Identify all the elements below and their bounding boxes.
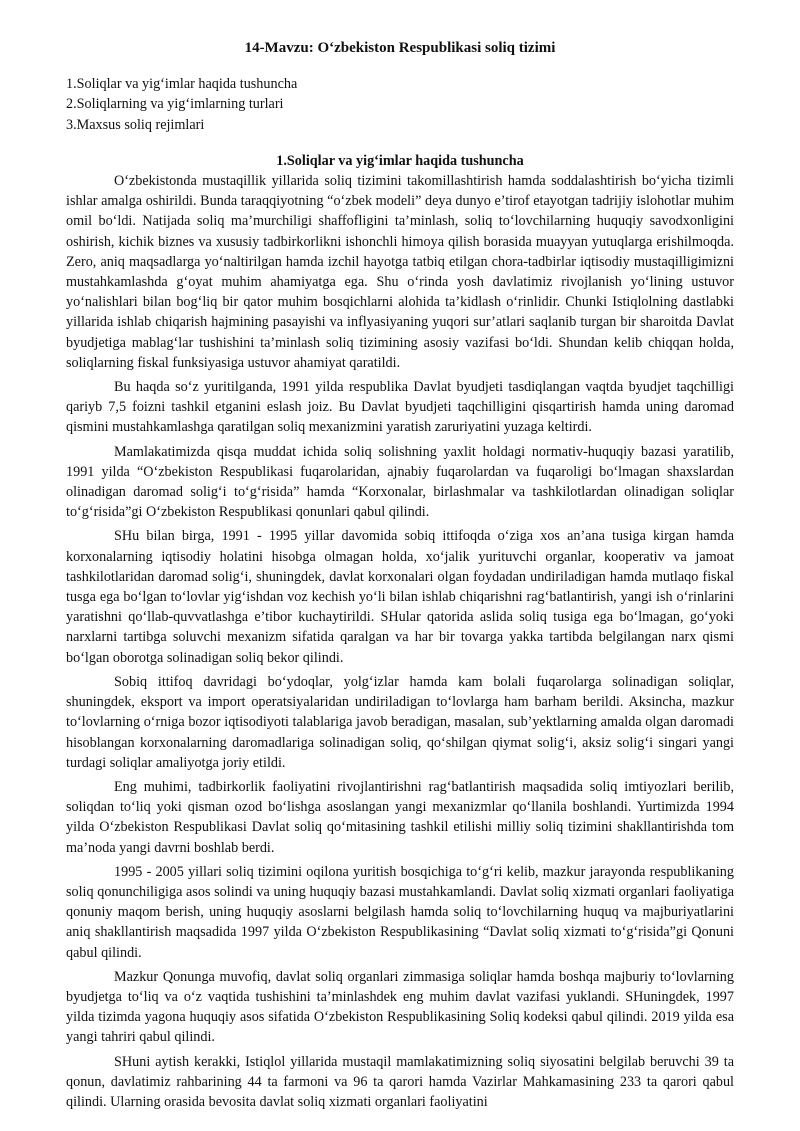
paragraph-3: Mamlakatimizda qisqa muddat ichida soliq solishning yaxlit holdagi normativ-huquqiy bazasi yaratilib, 1991 yilda “O‘zbekiston Respublikasi fuqarolaridan, ajnabiy fuqarolardan va fuqaroligi bo‘lmagan shaxslardan olinadigan daromad solig‘i to‘g‘risida” hamda “Korxonalar, birlashmalar va tashkilotlardan olinadigan soliqlar to‘g‘risida”gi O‘zbekiston Respublikasi qonunlari qabul qilindi. xyxy=(66,443,734,521)
paragraph-6: Eng muhimi, tadbirkorlik faoliyatini rivojlantirishni rag‘batlantirish maqsadida soliq imtiyozlari berilib, soliqdan to‘liq yoki qisman ozod bo‘lishga asoslangan yangi mexanizmlar qo‘llanila boshlandi. Yurtimizda 1994 yilda O‘zbekiston Respublikasi Davlat soliq qo‘mitasining tashkil etilishi milliy soliq tizimini shakllantirishda tom ma’noda yangi davrni boshlab berdi. xyxy=(66,778,734,856)
paragraph-4: SHu bilan birga, 1991 - 1995 yillar davomida sobiq ittifoqda o‘ziga xos an’ana tusiga kirgan hamda korxonalarning iqtisodiy holatini hisobga olmagan holda, xo‘jalik yurituvchi organlar, kooperativ va jamoat tashkilotlaridan daromad solig‘i, shuningdek, davlat korxonalari olgan foydadan undiriladigan hamda mutlaqo fiskal tusga ega bo‘lgan to‘lovlar yig‘ishdan voz kechish yo‘li bilan ishlab chiqarishni rag‘batlantirish, yangi ish o‘rinlarini yaratishni qo‘llab-quvvatlashga e’tibor kuchaytirildi. SHular qatorida aslida soliq tusiga ega bo‘lmagan, go‘yoki narxlarni tartibga soluvchi mexanizm sifatida qaralgan va har bir tovarga yakka tartibda belgilangan narx qismi bo‘lgan oborotga solinadigan soliq bekor qilindi. xyxy=(66,528,734,666)
paragraph-2: Bu haqda so‘z yuritilganda, 1991 yilda respublika Davlat byudjeti tasdiqlangan vaqtda byudjet taqchilligi qariyb 7,5 foizni tashkil etganini eslash joiz. Bu Davlat byudjeti taqchilligini qisqartirish hamda uning daromad qismini mustahkamlashga qaratilgan soliq mexanizmini yaratish zaruriyatini yuzaga keltirdi. xyxy=(66,379,734,436)
paragraph-1: O‘zbekistonda mustaqillik yillarida soliq tizimini takomillashtirish hamda soddalashtirish bo‘yicha tizimli ishlar amalga oshirildi. Bunda taraqqiyotning “o‘zbek modeli” deya dunyo e’tirof etayotgan tadrijiy islohotlar muhim omil bo‘ldi. Natijada soliq ma’murchiligi shaffofligini ta’minlash, soliq to‘lovchilarning huquqiy savodxonligini oshirish, kichik biznes va xususiy tadbirkorlikni ishonchli himoya qilish borasida muayyan yutuqlarga erishilmoqda. Zero, aniq maqsadlarga yo‘naltirilgan hamda izchil hayotga tatbiq etilgan chora-tadbirlar iqtisodiy mustaqilligimizni mustahkamlashda g‘oyat muhim ahamiyatga ega. Shu o‘rinda yosh davlatimiz rivojlanish yo‘lining ustuvor yo‘nalishlari bilan bog‘liq bir qator muhim bosqichlarni alohida ta’kidlash o‘rinlidir. Chunki Istiqlolning dastlabki yillarida ishlab chiqarish hajmining pasayishi va inflyasiyaning yuqori sur’atlari saqlanib turgan bir sharoitda Davlat byudjetiga mablag‘lar tushishini ta’minlash soliq tizimining asosiy vazifasi bo‘ldi. Shundan kelib chiqqan holda, soliqlarning fiskal funksiyasiga ustuvor ahamiyat qaratildi. xyxy=(66,173,734,371)
document-title: 14-Mavzu: O‘zbekiston Respublikasi soliq tizimi xyxy=(244,40,556,56)
paragraph-5: Sobiq ittifoq davridagi bo‘ydoqlar, yolg‘izlar hamda kam bolali fuqarolarga solinadigan soliqlar, shuningdek, eksport va import operatsiyalaridan undiriladigan to‘lovlarga ham barham berildi. Aksincha, mazkur to‘lovlarning o‘rniga bozor iqtisodiyoti talablariga javob beradigan, masalan, sub’yektlarning amalda olgan daromadi hisoblangan korxonalarning daromadlariga solinadigan soliq, qo‘shilgan qiymat solig‘i, aksiz solig‘i singari yangi turdagi soliqlar amaliyotga joriy etildi. xyxy=(66,673,734,771)
table-of-contents xyxy=(66,74,734,135)
paragraph-9: SHuni aytish kerakki, Istiqlol yillarida mustaqil mamlakatimizning soliq siyosatini belgilab beruvchi 39 ta qonun, davlatimiz rahbarining 44 ta farmoni va 96 ta qarori hamda Vazirlar Mahkamasining 233 ta qarori qabul qilindi. Ularning orasida bevosita davlat soliq xizmati organlari faoliyatini xyxy=(66,1053,734,1110)
toc-item-2: 2.Soliqlarning va yig‘imlarning turlari xyxy=(66,96,284,113)
section-heading: 1.Soliqlar va yig‘imlar haqida tushuncha xyxy=(276,152,524,169)
paragraph-7: 1995 - 2005 yillari soliq tizimini oqilona yuritish bosqichiga to‘g‘ri kelib, mazkur jarayonda respublikaning soliq qonunchiligiga asos solindi va uning huquqiy bazasi mustahkamlandi. Davlat soliq xizmati organlari faoliyatiga qonuniy maqom berish, uning huquqiy asoslarni belgilash hamda soliq to‘lovchilarning huquq va majburiyatlarini aniq shakllantirish maqsadida 1997 yilda O‘zbekiston Respublikasining “Davlat soliq xizmati to‘g‘risida”gi Qonuni qabul qilindi. xyxy=(66,863,734,961)
toc-item-3: 3.Maxsus soliq rejimlari xyxy=(66,116,205,133)
toc-item-1: 1.Soliqlar va yig‘imlar haqida tushuncha xyxy=(66,76,298,93)
paragraph-8: Mazkur Qonunga muvofiq, davlat soliq organlari zimmasiga soliqlar hamda boshqa majburiy to‘lovlarning byudjetga to‘liq va o‘z vaqtida tushishini ta’minlashdek eng muhim davlat vazifasi yuklandi. SHuningdek, 1997 yilda tizimda yagona huquqiy asos sifatida O‘zbekiston Respublikasining Soliq kodeksi qabul qilindi. 2019 yilda esa yangi tahriri qabul qilindi. xyxy=(66,968,734,1046)
